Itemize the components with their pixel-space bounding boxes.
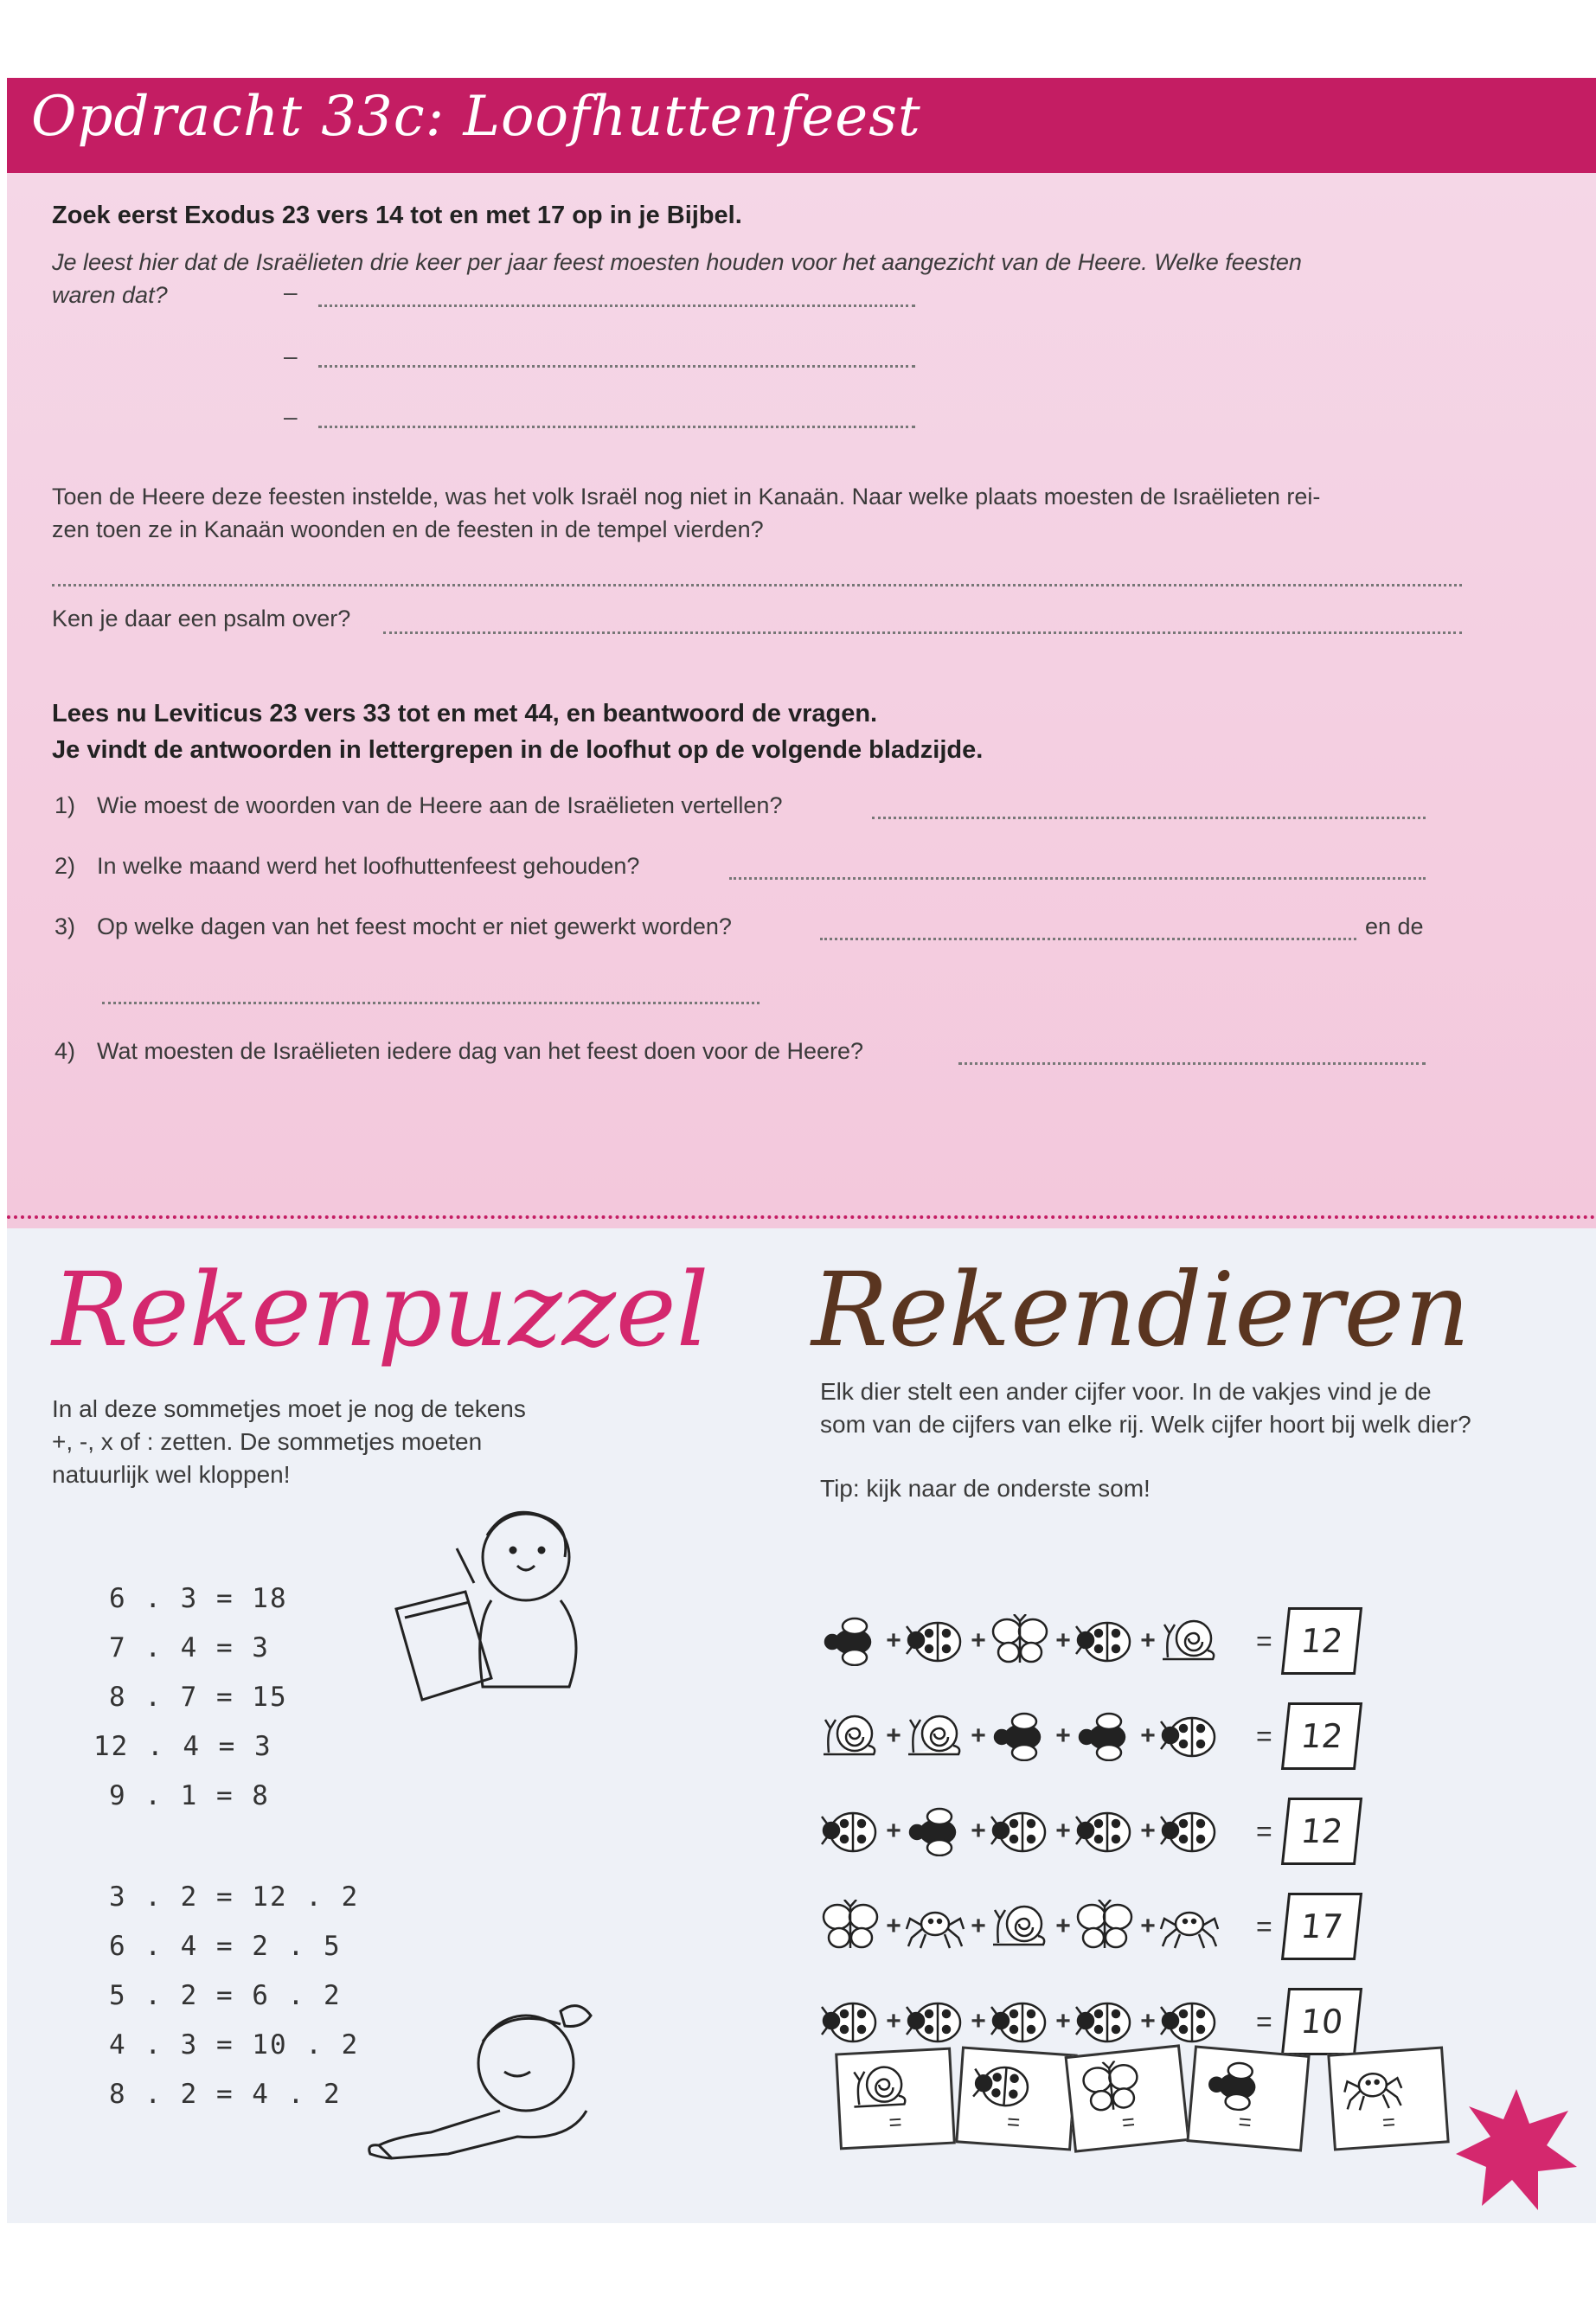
row-sum-box: 12 — [1281, 1607, 1362, 1675]
snail-icon — [849, 2059, 912, 2118]
plus-sign: + — [1055, 1817, 1071, 1845]
exercise-section — [7, 173, 1596, 1228]
equals-sign: = — [1237, 2108, 1253, 2136]
fly-icon — [905, 1804, 967, 1858]
sum-item[interactable]: 8 . 2 = 4 . 2 — [109, 2079, 342, 2110]
answer-card[interactable] — [1327, 2046, 1449, 2150]
ladybug-icon — [1074, 1995, 1137, 2048]
question-place-line2: zen toen ze in Kanaän woonden en de feesten in de tempel vierden? — [52, 516, 764, 542]
answer-card[interactable] — [955, 2046, 1077, 2150]
fly-icon — [820, 1614, 882, 1668]
ladybug-icon — [820, 1804, 882, 1858]
snail-icon — [990, 1900, 1052, 1953]
instruction-leviticus-line1: Lees nu Leviticus 23 vers 33 tot en met 44, en beantwoord de vragen. — [52, 700, 878, 727]
row-sum-box: 10 — [1281, 1988, 1362, 2055]
answer-line-feast-3[interactable] — [318, 426, 915, 428]
ladybug-icon — [990, 1995, 1052, 2048]
ladybug-icon — [905, 1614, 967, 1668]
rekenpuzzel-intro-line2: +, -, x of : zetten. De sommetjes moeten — [52, 1428, 483, 1455]
plus-sign: + — [971, 1626, 986, 1655]
fly-icon — [990, 1709, 1052, 1763]
answer-card[interactable] — [835, 2048, 956, 2150]
spider-icon — [1159, 1900, 1221, 1953]
butterfly-icon — [1079, 2058, 1144, 2120]
equals-sign: = — [1256, 2005, 1272, 2037]
plus-sign: + — [886, 2007, 901, 2035]
sum-item[interactable]: 6 . 4 = 2 . 5 — [109, 1931, 342, 1962]
plus-sign: + — [1140, 1626, 1156, 1655]
answer-line-feast-1[interactable] — [318, 304, 915, 307]
plus-sign: + — [1140, 1817, 1156, 1845]
sum-item[interactable]: 7 . 4 = 3 — [109, 1632, 270, 1663]
answer-line-q3b[interactable] — [102, 1002, 760, 1004]
question-number: 4) — [54, 1038, 76, 1064]
plus-sign: + — [886, 1721, 901, 1750]
row-sum-box: 12 — [1281, 1798, 1362, 1865]
decorative-star-icon — [1452, 2085, 1581, 2214]
fly-icon — [1074, 1709, 1137, 1763]
plus-sign: + — [886, 1626, 901, 1655]
dash-1: – — [284, 279, 298, 305]
ladybug-icon — [1074, 1804, 1137, 1858]
plus-sign: + — [1055, 1721, 1071, 1750]
rekenpuzzel-intro-line3: natuurlijk wel kloppen! — [52, 1461, 291, 1488]
rekenpuzzel-intro-line1: In al deze sommetjes moet je nog de tekens — [52, 1395, 526, 1422]
plus-sign: + — [971, 1912, 986, 1940]
answer-card[interactable] — [1186, 2045, 1310, 2151]
animal-row — [820, 1798, 1359, 1865]
equals-sign: = — [1120, 2108, 1137, 2136]
plus-sign: + — [886, 1912, 901, 1940]
answer-line-q1[interactable] — [872, 817, 1426, 819]
animal-row — [820, 1988, 1359, 2055]
question-place-line1: Toen de Heere deze feesten instelde, was het volk Israël nog niet in Kanaän. Naar welke plaats moesten de Israëlieten rei- — [52, 484, 1321, 510]
dash-3: – — [284, 403, 298, 430]
equals-sign: = — [1256, 1720, 1272, 1752]
ladybug-icon — [971, 2056, 1035, 2117]
instruction-exodus: Zoek eerst Exodus 23 vers 14 tot en met 17 op in je Bijbel. — [52, 202, 742, 229]
butterfly-icon — [820, 1900, 882, 1953]
title-bar — [7, 78, 1596, 173]
rekendieren-intro-line2: som van de cijfers van elke rij. Welk cijfer hoort bij welk dier? — [820, 1411, 1471, 1438]
animal-row — [820, 1893, 1359, 1960]
answer-line-q2[interactable] — [729, 877, 1426, 880]
ladybug-icon — [905, 1995, 967, 2048]
answer-card[interactable] — [1065, 2044, 1190, 2152]
question-feasts-line1: Je leest hier dat de Israëlieten drie keer per jaar feest moesten houden voor het aangezicht van de Heere. Welke feesten — [52, 249, 1302, 275]
answer-line-feast-2[interactable] — [318, 365, 915, 368]
question-text: Wat moesten de Israëlieten iedere dag van het feest doen voor de Heere? — [97, 1038, 864, 1064]
butterfly-icon — [1074, 1900, 1137, 1953]
ladybug-icon — [1159, 1995, 1221, 2048]
equals-sign: = — [888, 2108, 903, 2136]
plus-sign: + — [1055, 1912, 1071, 1940]
row-sum-box: 17 — [1281, 1893, 1362, 1960]
question-number: 3) — [54, 913, 76, 939]
ladybug-icon — [990, 1804, 1052, 1858]
sum-item[interactable]: 9 . 1 = 8 — [109, 1780, 270, 1811]
instruction-leviticus-line2: Je vindt de antwoorden in lettergrepen in de loofhut op de volgende bladzijde. — [52, 736, 984, 764]
plus-sign: + — [971, 2007, 986, 2035]
answer-line-q3a[interactable] — [820, 938, 1356, 940]
plus-sign: + — [1140, 2007, 1156, 2035]
plus-sign: + — [1140, 1721, 1156, 1750]
question-suffix: en de — [1365, 913, 1424, 939]
sum-item[interactable]: 8 . 7 = 15 — [109, 1682, 288, 1713]
rekenpuzzel-title: Rekenpuzzel — [52, 1250, 709, 1369]
sum-item[interactable]: 5 . 2 = 6 . 2 — [109, 1980, 342, 2011]
plus-sign: + — [971, 1817, 986, 1845]
sum-item[interactable]: 3 . 2 = 12 . 2 — [109, 1881, 360, 1913]
spider-icon — [905, 1900, 967, 1953]
ladybug-icon — [1159, 1804, 1221, 1858]
spider-icon — [1341, 2059, 1405, 2119]
page-title: Opdracht 33c: Loofhuttenfeest — [31, 85, 921, 149]
plus-sign: + — [1055, 1626, 1071, 1655]
plus-sign: + — [1055, 2007, 1071, 2035]
ladybug-icon — [820, 1995, 882, 2048]
plus-sign: + — [971, 1721, 986, 1750]
question-text: Op welke dagen van het feest mocht er niet gewerkt worden? — [97, 913, 732, 939]
snail-icon — [820, 1709, 882, 1763]
rekendieren-intro-line1: Elk dier stelt een ander cijfer voor. In de vakjes vind je de — [820, 1378, 1432, 1405]
sum-item[interactable]: 4 . 3 = 10 . 2 — [109, 2029, 360, 2061]
equals-sign: = — [1256, 1815, 1272, 1847]
equals-sign: = — [1256, 1625, 1272, 1657]
plus-sign: + — [886, 1817, 901, 1845]
dash-2: – — [284, 343, 298, 369]
butterfly-icon — [990, 1614, 1052, 1668]
answer-line-place[interactable] — [52, 584, 1462, 586]
section-divider — [7, 1215, 1596, 1219]
snail-icon — [905, 1709, 967, 1763]
answer-line-q4[interactable] — [958, 1062, 1426, 1065]
equals-sign: = — [1381, 2108, 1397, 2136]
question-number: 2) — [54, 853, 76, 879]
boy-reading-illustration — [388, 1497, 604, 1730]
question-text: Wie moest de woorden van de Heere aan de Israëlieten vertellen? — [97, 792, 783, 818]
answer-line-psalm[interactable] — [383, 631, 1462, 634]
ladybug-icon — [1074, 1614, 1137, 1668]
rekendieren-tip: Tip: kijk naar de onderste som! — [820, 1475, 1151, 1502]
equals-sign: = — [1006, 2108, 1022, 2136]
snail-icon — [1159, 1614, 1221, 1668]
sum-item[interactable]: 12 . 4 = 3 — [93, 1731, 272, 1762]
fly-icon — [1202, 2056, 1266, 2118]
sum-item[interactable]: 6 . 3 = 18 — [109, 1583, 288, 1614]
question-psalm: Ken je daar een psalm over? — [52, 606, 351, 631]
plus-sign: + — [1140, 1912, 1156, 1940]
animal-row — [820, 1702, 1359, 1770]
question-number: 1) — [54, 792, 76, 818]
row-sum-box: 12 — [1281, 1702, 1362, 1770]
girl-pointing-illustration — [362, 1990, 638, 2189]
ladybug-icon — [1159, 1709, 1221, 1763]
rekendieren-title: Rekendieren — [811, 1250, 1471, 1369]
equals-sign: = — [1256, 1910, 1272, 1942]
animal-row — [820, 1607, 1359, 1675]
worksheet-page — [7, 78, 1596, 2223]
question-text: In welke maand werd het loofhuttenfeest gehouden? — [97, 853, 640, 879]
question-feasts-line2: waren dat? — [52, 282, 168, 308]
